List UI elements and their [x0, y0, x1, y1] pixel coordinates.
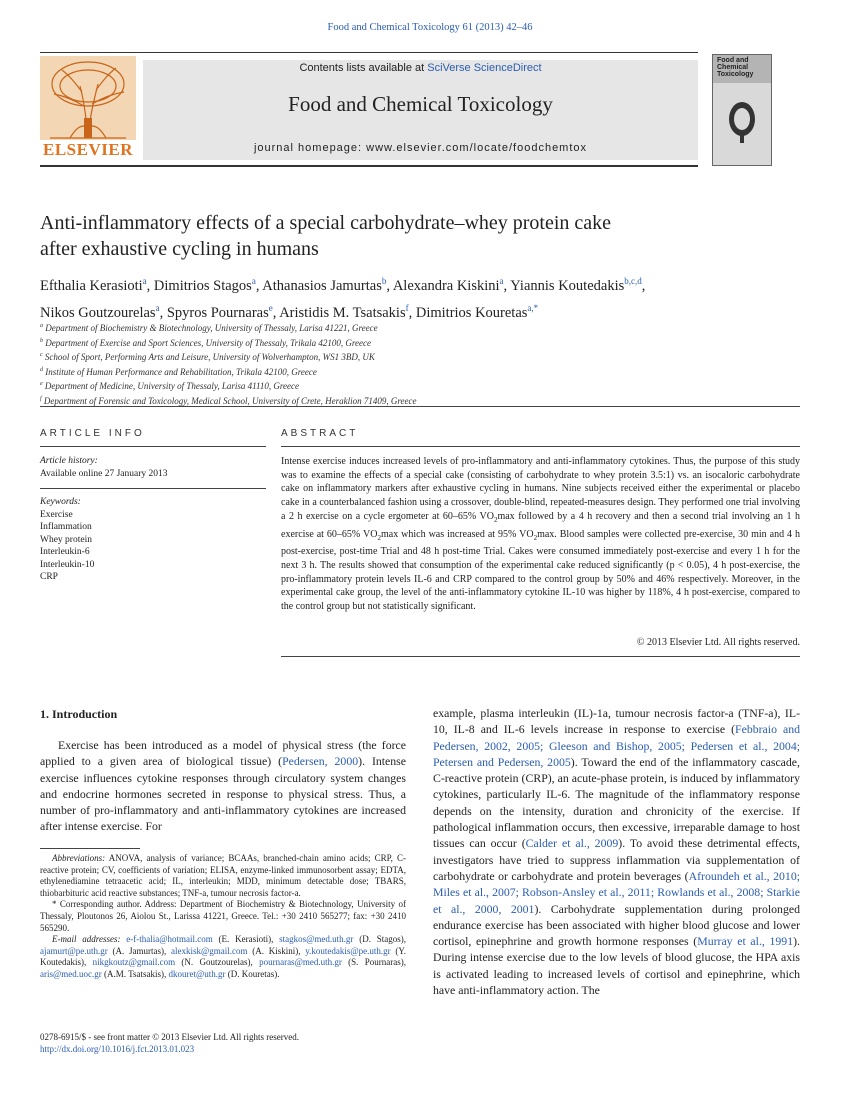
affiliation-key: c [40, 352, 43, 358]
article-info-body [40, 455, 266, 584]
email-owner: (E. Kerasioti), [212, 934, 280, 945]
article-info-heading: ARTICLE INFO [40, 428, 145, 439]
cover-title: Food and Chemical Toxicology [717, 57, 754, 78]
abbreviations-label: Abbreviations: [52, 853, 106, 863]
keywords-rule [40, 488, 266, 489]
intro-text: ). Intense exercise influences cytokine responses through circulatory system changes and endocrine hormones secreted in response to physical stress. Thus, a number of pro-inflammatory and anti-inflammatory cytokines are increased after intense exercise. For [40, 754, 407, 834]
homepage-link[interactable]: www.elsevier.com/locate/foodchemtox [366, 142, 588, 154]
abstract-heading: ABSTRACT [281, 428, 359, 439]
keywords-label: Keywords: [40, 497, 81, 507]
contents-line [143, 62, 698, 74]
keyword: CRP [40, 572, 58, 582]
contents-prefix: Contents lists available at [299, 62, 428, 74]
keyword: Interleukin-6 [40, 547, 90, 557]
affiliation-key: a [40, 323, 43, 329]
author-separator: , [272, 304, 280, 321]
keyword: Interleukin-10 [40, 559, 95, 570]
email-link[interactable]: stagkos@med.uth.gr [279, 934, 354, 945]
front-matter [40, 1032, 406, 1055]
journal-homepage [143, 142, 698, 154]
author-affiliation-mark: b [381, 276, 387, 286]
email-owner: (S. Pournaras), [341, 957, 407, 968]
affiliation-text: Department of Biochemistry & Biotechnology, University of Thessaly, Larisa 41221, Greece [43, 323, 378, 333]
banner-top-rule [40, 52, 698, 53]
body-text: example, plasma interleukin (IL)-1a, tumour necrosis factor-a (TNF-a), IL-10, IL-8 and IL-6 levels increase in response to exercise ( [433, 706, 800, 737]
affiliation-key: b [40, 337, 43, 344]
email-footnote [40, 934, 406, 980]
copyright: © 2013 Elsevier Ltd. All rights reserved. [636, 637, 800, 648]
email-owner: (A.M. Tsatsakis), [101, 968, 169, 979]
author-affiliation-mark: e [268, 302, 273, 313]
citation-link[interactable]: Calder et al., 2009 [525, 836, 619, 851]
author-separator: , [159, 304, 167, 321]
author-name[interactable]: Dimitrios Kouretas [415, 304, 528, 321]
citation-link[interactable]: Murray et al., 1991 [697, 934, 794, 949]
keyword-list [40, 509, 266, 584]
email-owner: (N. Goutzourelas), [175, 957, 260, 968]
email-link[interactable]: aris@med.uoc.gr [40, 968, 102, 979]
affiliation-key: f [40, 395, 42, 402]
author-affiliation-mark: f [405, 302, 409, 313]
author-name[interactable]: Alexandra Kiskini [392, 277, 500, 294]
journal-title: Food and Chemical Toxicology [288, 92, 553, 116]
email-link[interactable]: nikgkoutz@gmail.com [92, 957, 176, 968]
homepage-prefix: journal homepage: [253, 142, 367, 154]
affiliation-line [40, 335, 800, 350]
author-affiliation-mark: a [251, 276, 256, 286]
affiliation-text: Department of Forensic and Toxicology, Medical School, University of Crete, Heraklion 71409, Greece [41, 395, 417, 406]
intro-heading: 1. Introduction [40, 707, 118, 721]
section-rule [40, 406, 800, 407]
corresponding-author-footnote: * Corresponding author. Address: Department of Biochemistry & Biotechnology, University of Thessaly, Ploutonos 26, Aiolou St., Larissa 41221, Greece. Tel.: +30 2410 565277; fax: +30 2410 565290. [40, 899, 406, 933]
cover-emblem-icon [727, 99, 757, 147]
email-link[interactable]: dkouret@uth.gr [168, 968, 226, 979]
article-title-line: Anti-inflammatory effects of a special carbohydrate–whey protein cake [40, 212, 612, 234]
citation-link[interactable]: Febbraio and Pedersen, 2002, 2005; Gleeson and Bishop, 2005; Pedersen et al., 2004; Petersen and Pedersen, 2005 [433, 722, 800, 769]
author-name[interactable]: Nikos Goutzourelas [40, 304, 156, 321]
keyword: Inflammation [40, 522, 92, 532]
email-link[interactable]: alexkisk@gmail.com [170, 945, 248, 956]
affiliation-line [40, 320, 800, 335]
author-affiliation-mark: b,c,d [624, 276, 642, 286]
abstract-end-rule [281, 656, 800, 657]
email-link[interactable]: pournaras@med.uth.gr [259, 957, 342, 968]
abbreviations-text: ANOVA, analysis of variance; BCAAs, branched-chain amino acids; CRP, C-reactive protein; CV, coefficients of variation; ELISA, enzyme-linked immunosorbent assay; EDTA, ethylenediamine tetraacetic acid; IL, interleukin; MDD, minimum detectable dose; TBARS, thiobarbituric acid reactive substances; TNF-a, tumour necrosis factor-a. [40, 853, 406, 898]
history-label: Article history: [40, 456, 98, 466]
article-title [40, 210, 760, 262]
affiliations [40, 320, 800, 407]
affiliation-line [40, 364, 800, 379]
author-affiliation-mark: a [155, 302, 160, 313]
author-affiliation-mark: a [142, 276, 147, 286]
author-name[interactable]: Aristidis M. Tsatsakis [279, 304, 406, 321]
author-separator: , [641, 277, 646, 294]
author-separator: , [255, 277, 263, 294]
abstract-text: Intense exercise induces increased levels of pro-inflammatory and anti-inflammatory cytokines. Thus, the purpose of this study was to examine the effects of a special cake (consisting of carbohydrate to whey protein 3.5:1) vs. an isocaloric carbohydrate cake on inflammatory markers after exhaustive cycling in humans. Nine subjects received either the experimental or placebo cake in a counterbalanced fashion using a crossover, double-blind, repeated-measures design. They performed one trial involving a 2 h exercise on a cycle ergometer at 60–65% $VO_2\max$ followed by a 4 h recovery and then a second trial involving an 1 h exercise at 60–65% $VO_2\max$ which was increased at 95% $VO_2\max$. Blood samples were collected pre-exercise, 30 min and 4 h post-exercise, post-time Trial and 48 h post-time Trial. Cakes were consumed immediately post-exercise and every 1 h for the next 3 h. The results showed that consumption of the experimental cake reduced significantly (p < 0.05), 4 h post-exercise, the pro-inflammatory protein levels IL-6 and CRP compared to the control group by 50% and 46% respectively. Moreover, in the experimental cake group, the level of the anti-inflammatory cytokine IL-10 was higher by 118%, 4 h post-exercise, compared to the control group but not statistically significant. [281, 456, 801, 613]
banner-bottom-rule [40, 165, 698, 167]
email-label: E-mail addresses: [52, 934, 121, 945]
body-text: ). To avoid these detrimental effects, investigators have tried to suppress inflammation via supplementation of carbohydrate or carbohydrate and protein beverages ( [433, 836, 801, 883]
affiliation-text: Institute of Human Performance and Rehabilitation, Trikala 42100, Greece [43, 366, 317, 377]
keyword: Whey protein [40, 534, 92, 545]
author-separator: , [386, 277, 393, 294]
right-column-paragraph [433, 705, 800, 998]
doi-link[interactable]: http://dx.doi.org/10.1016/j.fct.2013.01.023 [40, 1043, 195, 1054]
affiliation-line [40, 393, 800, 408]
running-head: Food and Chemical Toxicology 61 (2013) 42–46 [327, 22, 533, 33]
author-separator: , [146, 277, 154, 294]
email-owner: (A. Kiskini), [247, 945, 306, 956]
author-separator: , [408, 304, 416, 321]
citation-link[interactable]: Pedersen, 2000 [282, 754, 359, 769]
body-text: ). Toward the end of the inflammatory cascade, C-reactive protein (CRP), an acute-phase protein, is induced by inflammatory cytokines, particularly IL-6. The magnitude of the inflammatory response depends on the intensity, duration and chronicity of the exercise. If pathological inflammation occurs, then excessive, irreparable damage to host tissues can occur ( [433, 754, 800, 851]
footnote-rule [40, 848, 140, 849]
article-info-rule [40, 446, 266, 447]
abstract-rule [281, 446, 800, 447]
author-name[interactable]: Efthalia Kerasioti [40, 277, 143, 294]
email-owner: (Y. Koutedakis), [40, 945, 406, 968]
email-owner: (A. Jamurtas), [107, 945, 171, 956]
author-name[interactable]: Dimitrios Stagos [153, 277, 252, 294]
body-text: ). Carbohydrate supplementation during prolonged endurance exercise has been associated with higher blood glucose and lower cortisol, epinephrine and growth hormone responses ( [433, 901, 800, 949]
history-value: Available online 27 January 2013 [40, 468, 168, 479]
author-list [40, 270, 810, 324]
journal-cover-thumbnail [712, 54, 772, 166]
email-link[interactable]: ajamurt@pe.uth.gr [40, 945, 108, 956]
keyword: Exercise [40, 509, 73, 520]
body-text: ). During intense exercise due to the low levels of blood glucose, the HPA axis is activated leading to increased levels of cortisol and epinephrine, which have anti-inflammatory action. The [433, 934, 800, 998]
intro-paragraph [40, 737, 406, 835]
email-owner: (D. Stagos), [353, 934, 406, 945]
article-title-line: after exhaustive cycling in humans [40, 238, 319, 260]
author-name[interactable]: Athanasios Jamurtas [262, 277, 382, 294]
affiliation-key: d [40, 366, 43, 373]
affiliation-text: Department of Medicine, University of Thessaly, Larisa 41110, Greece [42, 381, 299, 391]
author-name[interactable]: Yiannis Koutedakis [510, 277, 625, 294]
sciencedirect-link[interactable]: SciVerse ScienceDirect [427, 62, 542, 74]
email-link[interactable]: y.koutedakis@pe.uth.gr [305, 945, 391, 956]
author-affiliation-mark: a,* [527, 302, 539, 313]
citation-link[interactable]: Afroundeh et al., 2010; Miles et al., 2007; Robson-Ansley et al., 2011; Rowlands et al., 2008; Starkie et al., 2000, 2001 [433, 868, 801, 916]
affiliation-text: Department of Exercise and Sport Sciences, University of Thessaly, Trikala 42100, Greece [43, 337, 372, 348]
email-link[interactable]: e-f-thalia@hotmail.com [126, 934, 213, 945]
author-affiliation-mark: a [499, 276, 504, 286]
affiliation-key: e [40, 381, 43, 387]
email-owner: (D. Kouretas). [225, 968, 280, 979]
footnotes [40, 853, 406, 981]
author-name[interactable]: Spyros Pournaras [166, 304, 269, 321]
abbreviations-footnote [40, 853, 406, 899]
affiliation-line [40, 349, 800, 364]
issn-line: 0278-6915/$ - see front matter © 2013 Elsevier Ltd. All rights reserved. [40, 1032, 300, 1042]
elsevier-wordmark: ELSEVIER [43, 140, 133, 159]
affiliation-text: School of Sport, Performing Arts and Leisure, University of Wolverhampton, WS1 3BD, UK [42, 352, 375, 362]
affiliation-line [40, 378, 800, 393]
intro-text: Exercise has been introduced as a model of physical stress (the force applied to a given area of biological tissue) ( [40, 738, 406, 769]
author-separator: , [503, 277, 511, 294]
